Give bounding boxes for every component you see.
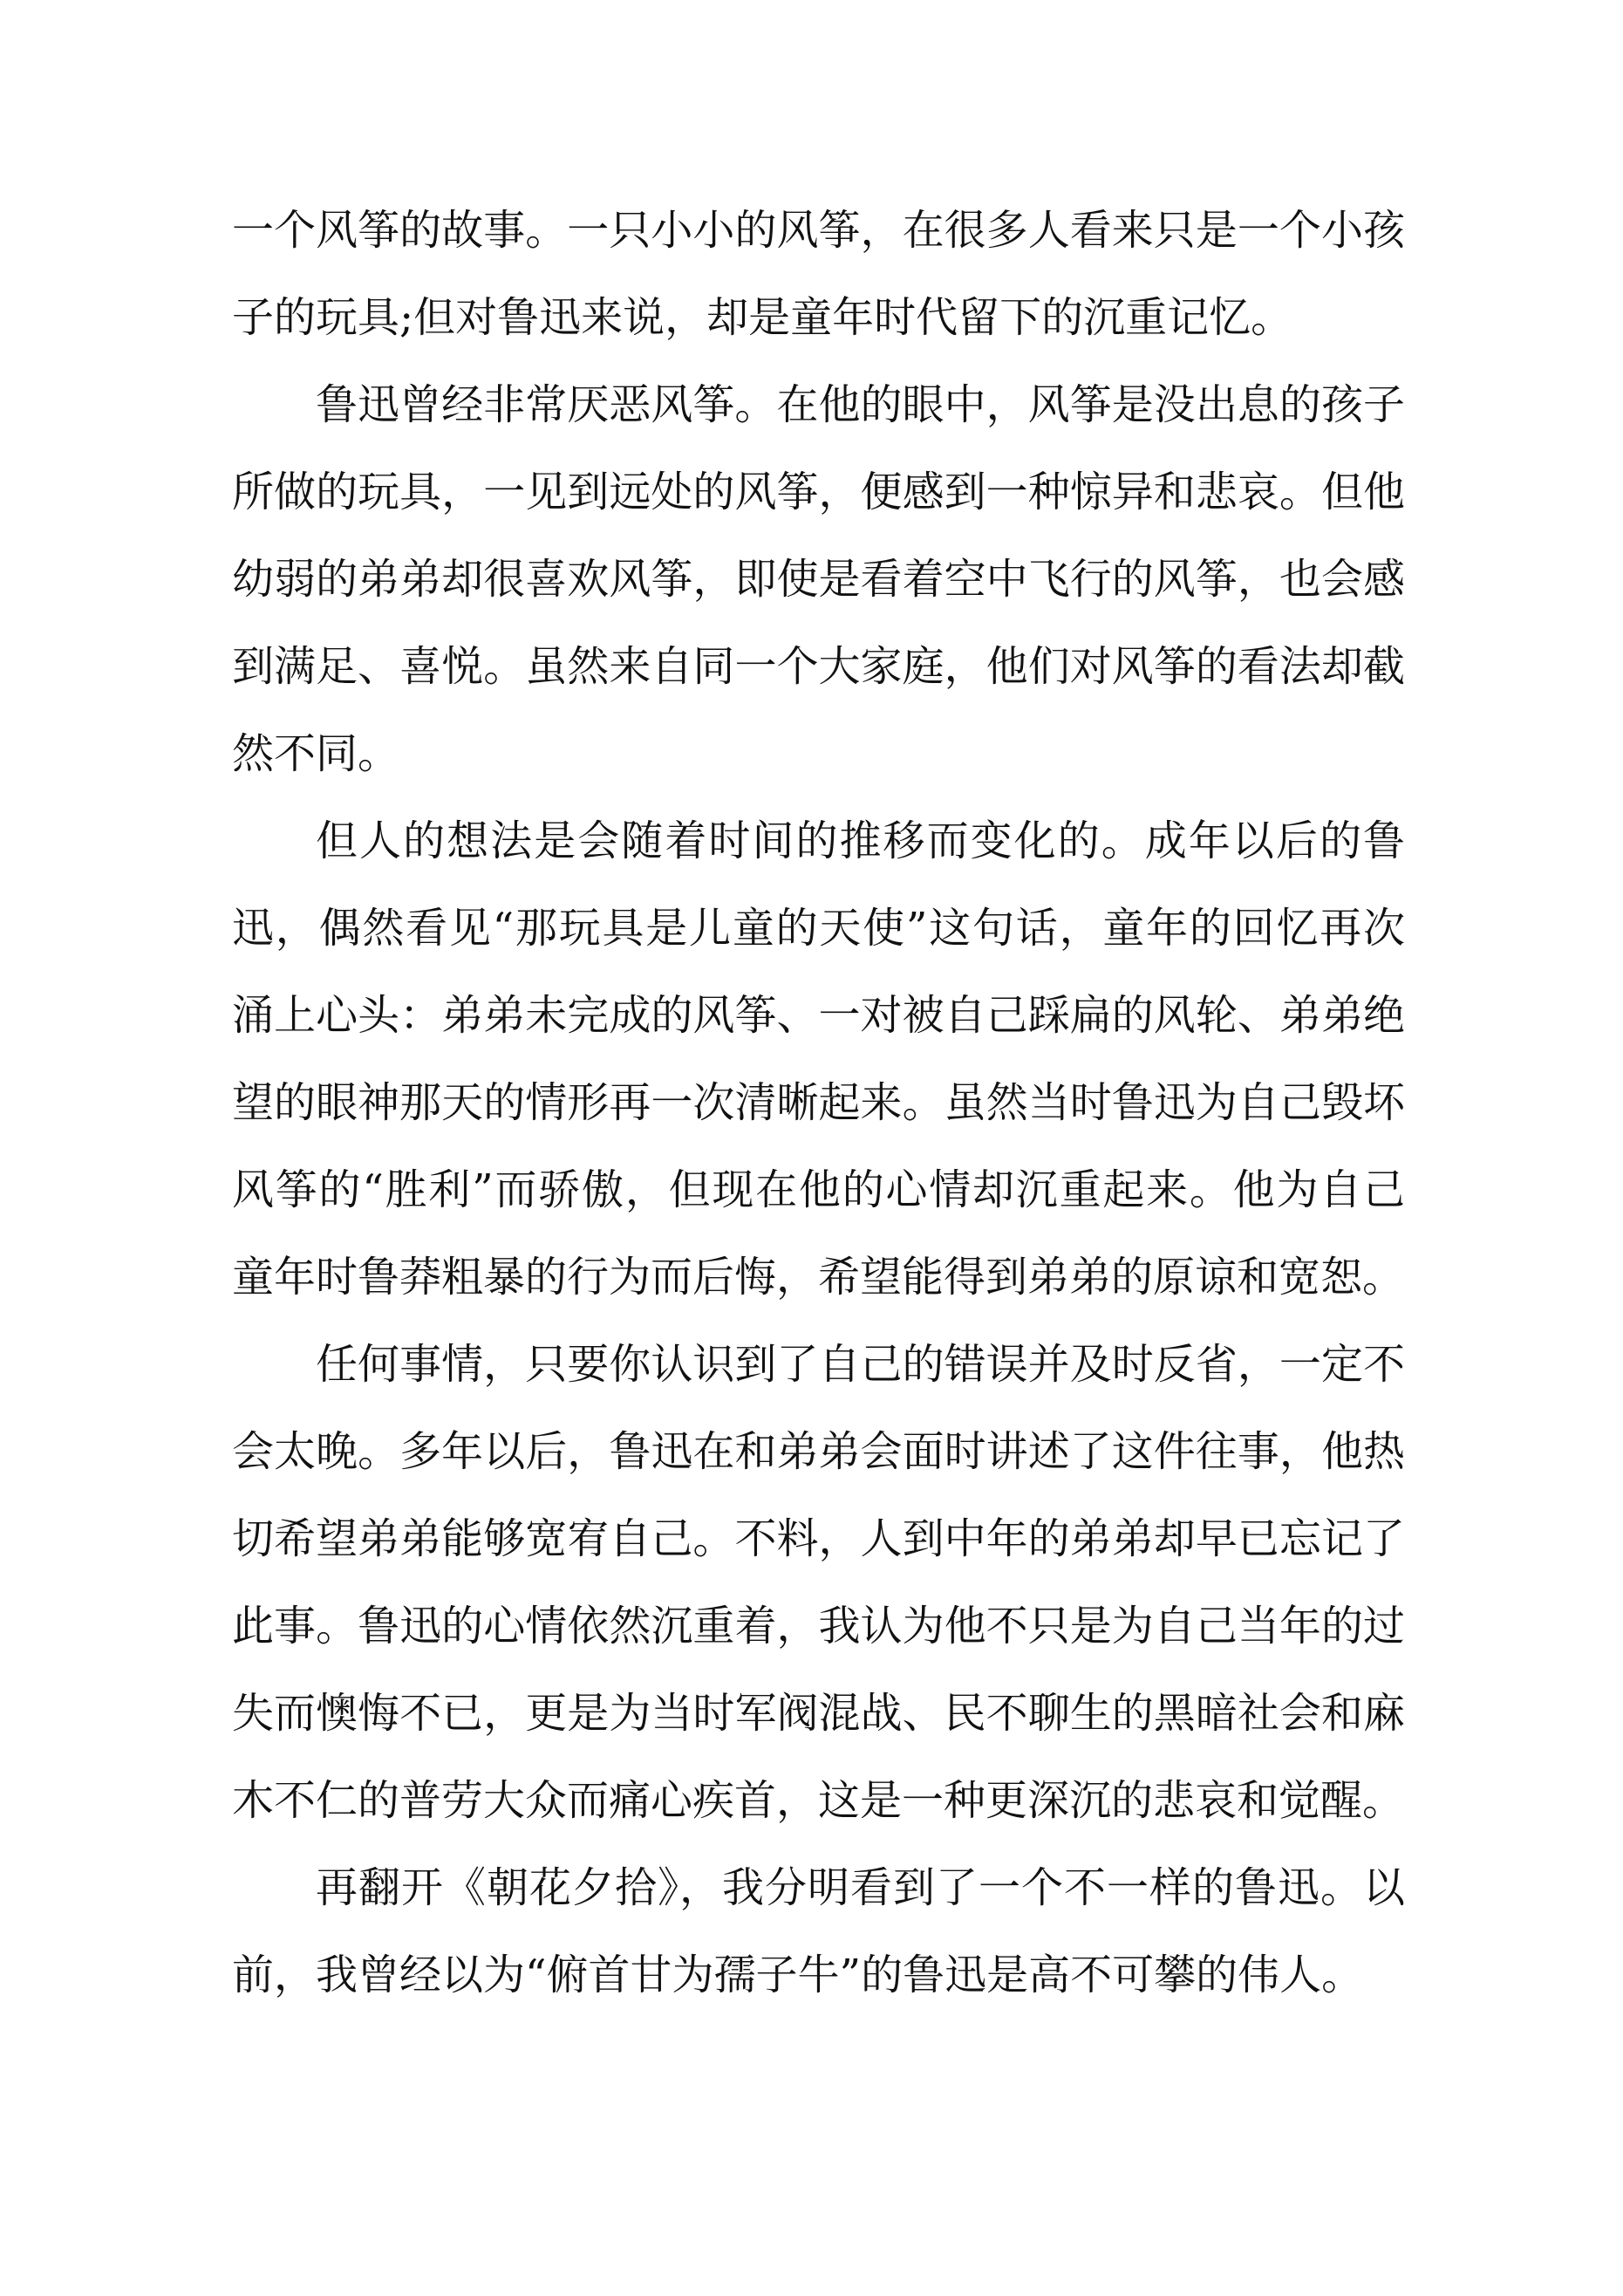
body-text — [232, 187, 1405, 2019]
paragraph-5: 再翻开《朝花夕拾》，我分明看到了一个不一样的鲁迅。以前，我曾经以为“俯首甘为孺子牛”的鲁迅是高不可攀的伟人。 — [232, 1863, 1405, 1999]
paragraph-1: 一个风筝的故事。一只小小的风筝，在很多人看来只是一个小孩子的玩具;但对鲁迅来说，却是童年时代留下的沉重记忆。 — [232, 206, 1405, 342]
paragraph-4: 任何事情，只要你认识到了自己的错误并及时反省，一定不会太晚。多年以后，鲁迅在和弟弟会面时讲述了这件往事，他热切希望弟弟能够宽宥自己。不料，人到中年的弟弟却早已忘记了此事。鲁迅的心情依然沉重着，我认为他不只是为自己当年的过失而懊悔不已，更是为当时军阀混战、民不聊生的黑暗社会和麻木不仁的普劳大众而痛心疾首，这是一种更深沉的悲哀和觉醒。 — [232, 1340, 1405, 1825]
paragraph-2: 鲁迅曾经非常厌恶风筝。在他的眼中，风筝是没出息的孩子所做的玩具，一见到远处的风筝，便感到一种惊异和悲哀。但他幼弱的弟弟却很喜欢风筝，即使是看着空中飞行的风筝，也会感到满足、喜悦。虽然来自同一个大家庭，他们对风筝的看法却截然不同。 — [232, 380, 1405, 778]
paragraph-3: 但人的想法是会随着时间的推移而变化的。成年以后的鲁迅，偶然看见“那玩具是儿童的天使”这句话，童年的回忆再次涌上心头：弟弟未完成的风筝、一对被自己踩扁的风轮、弟弟绝望的眼神那天的情形再一次清晰起来。虽然当时鲁迅为自己毁坏风筝的“胜利”而骄傲，但现在他的心情却沉重起来。他为自己童年时鲁莽粗暴的行为而后悔，希望能得到弟弟的原谅和宽恕。 — [232, 817, 1405, 1302]
